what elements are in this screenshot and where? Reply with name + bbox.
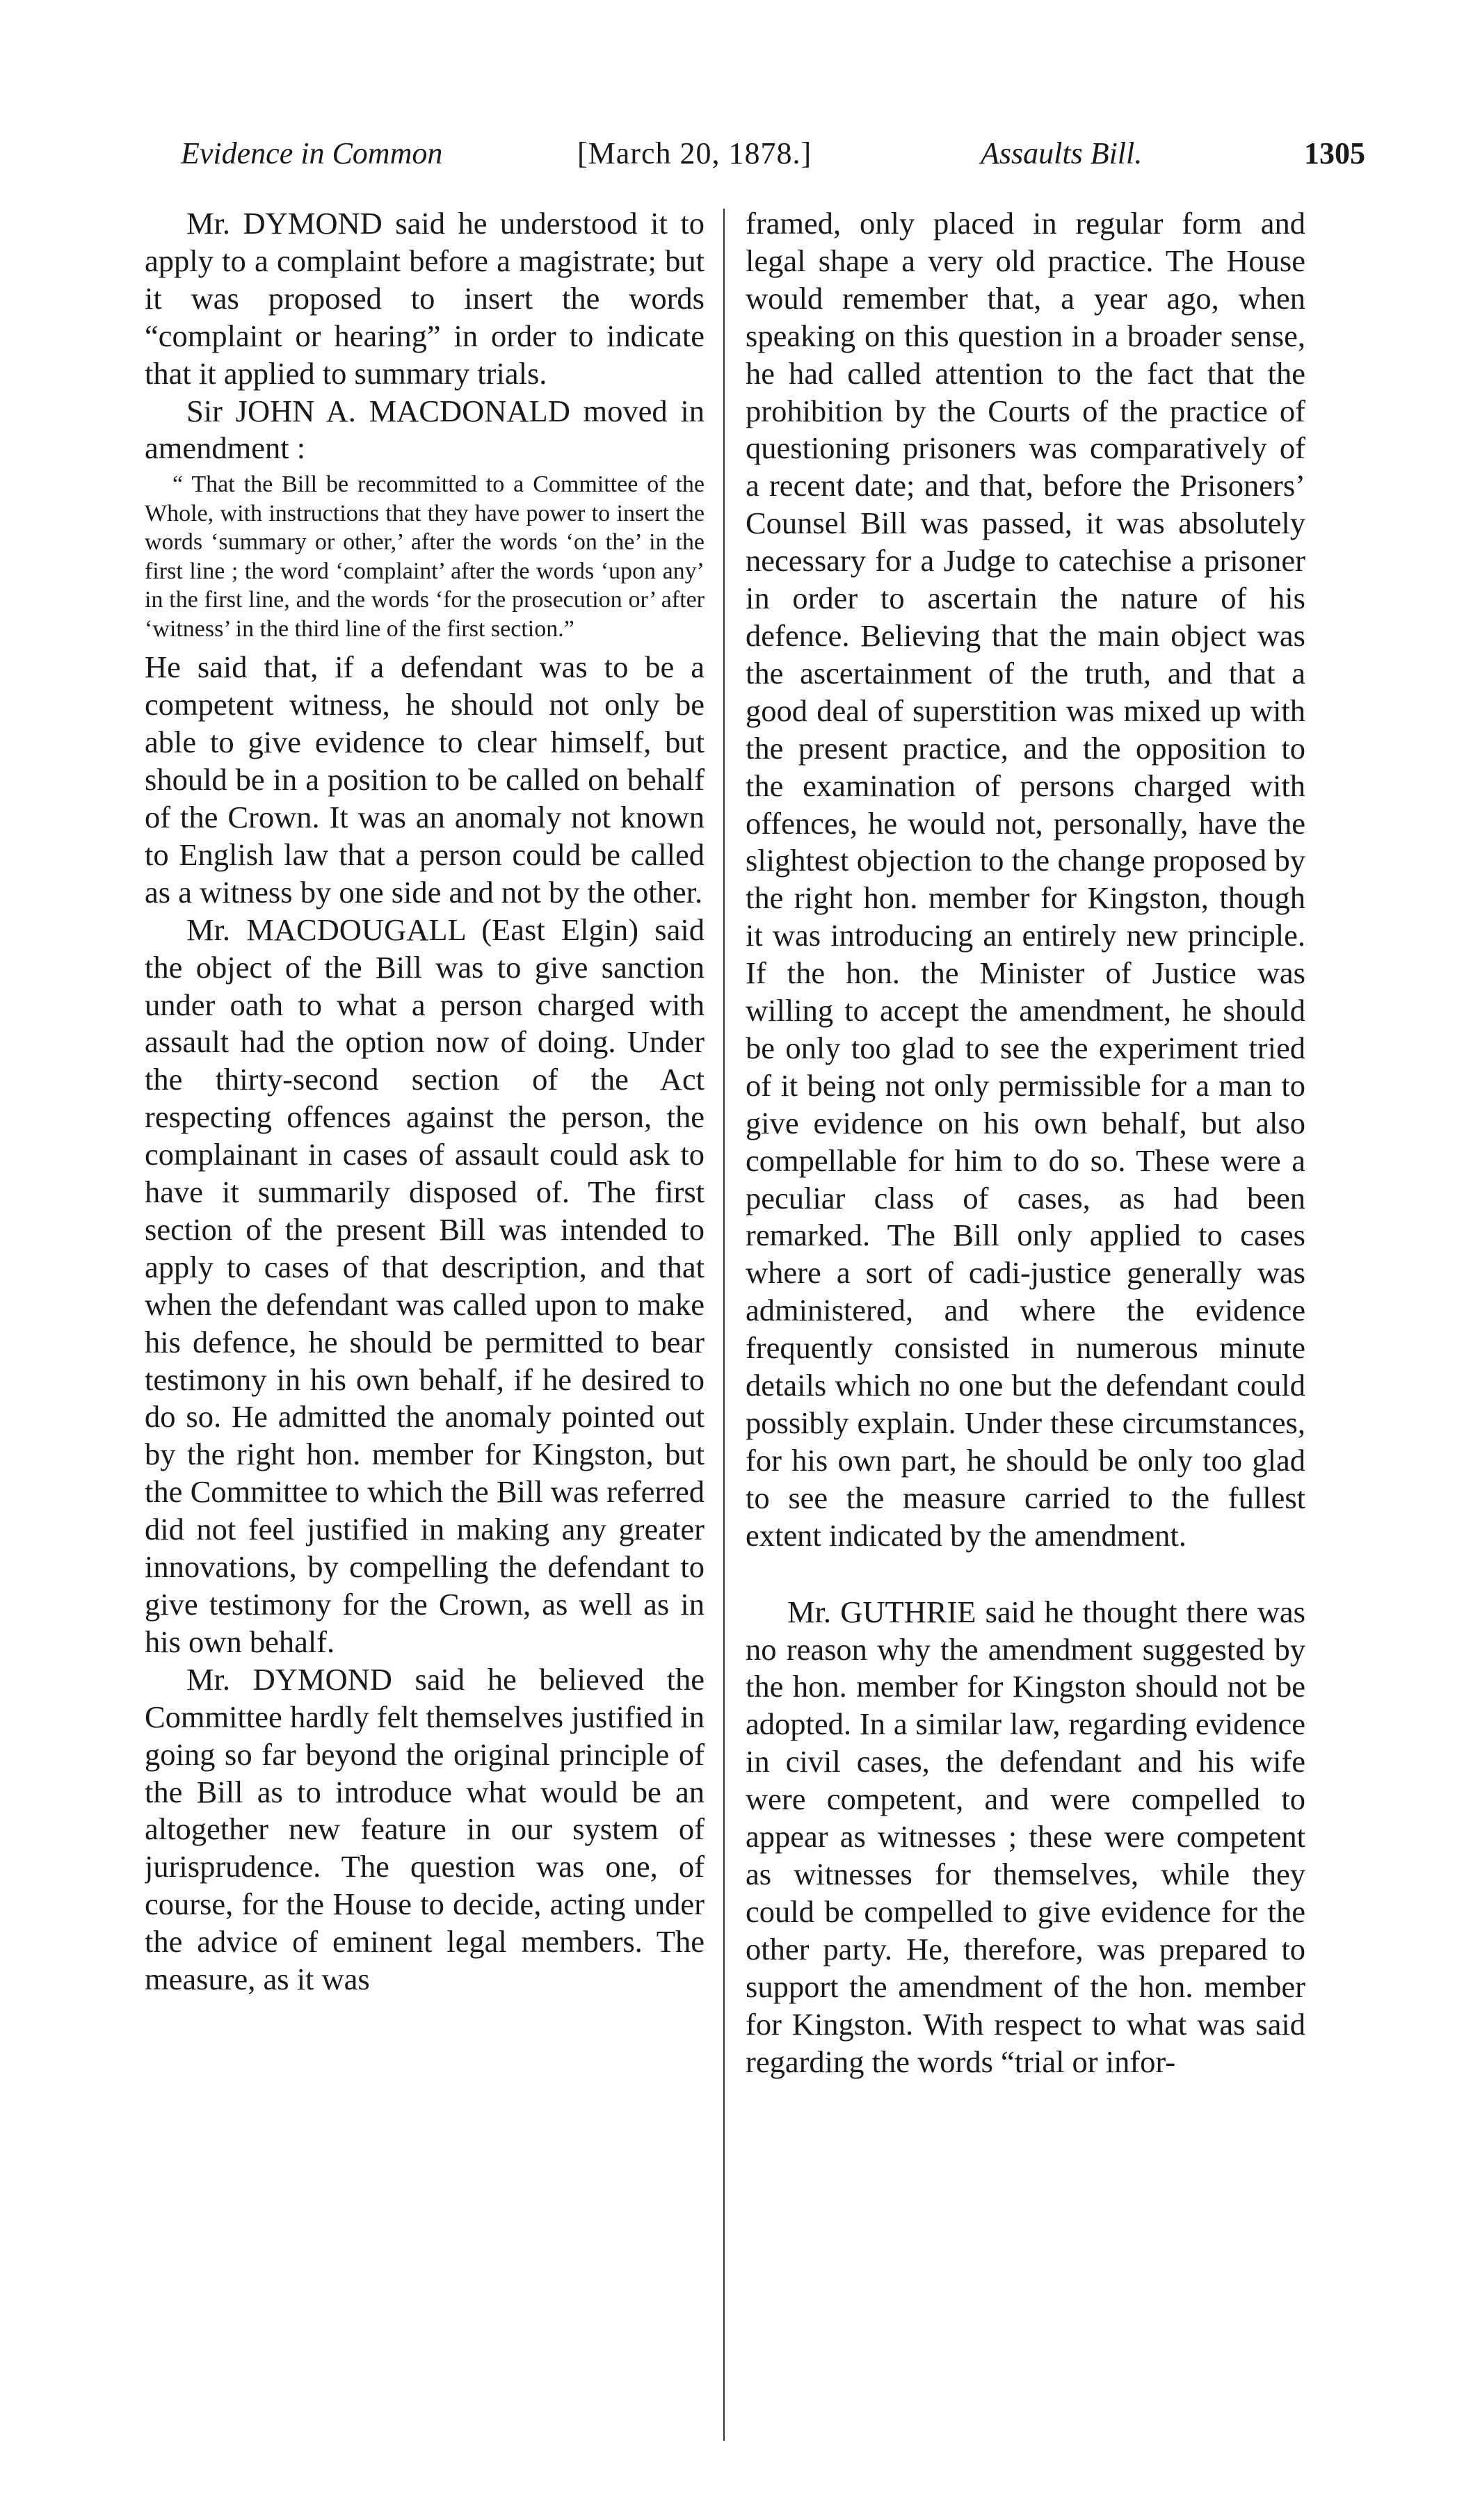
header-date: [March 20, 1878.] (577, 136, 812, 170)
column-divider (723, 209, 725, 2441)
left-column (145, 205, 705, 2455)
header-right-title: Assaults Bill. (981, 136, 1143, 170)
amendment-quote: “ That the Bill be recommitted to a Committee of the Whole, with instructions that they have power to insert the words ‘summary or other,’ after the words ‘on the’ in the first line ; the word ‘complaint’ after the words ‘upon any’ in the first line, and the words ‘for the prosecution or’ after ‘witness’ in the third line of the first section.” (145, 471, 705, 642)
paragraph-dymond-continued: framed, only placed in regular form and legal shape a very old practice. The House would remember that, a year ago, when speaking on this question in a broader sense, he had called attention to the fact that the prohibition by the Courts of the practice of questioning prisoners was comparatively of a recent date; and that, before the Prisoners’ Counsel Bill was passed, it was absolutely necessary for a Judge to catechise a prisoner in order to ascertain the nature of his defence. Believing that the main object was the ascertainment of the truth, and that a good deal of superstition was mixed up with the present practice, and the opposition to the examination of persons charged with offences, he would not, personally, have the slightest objection to the change proposed by the right hon. member for Kingston, though it was introducing an entirely new principle. If the hon. the Minister of Justice was willing to accept the amendment, he should be only too glad to see the experiment tried of it being not only permissible for a man to give evidence on his own behalf, but also compellable for him to do so. These were a peculiar class of cases, as had been remarked. The Bill only applied to cases where a sort of cadi-justice generally was administered, and where the evidence frequently consisted in numerous minute details which no one but the defendant could possibly explain. Under these circumstances, for his own part, he should be only too glad to see the measure carried to the fullest extent indicated by the amendment. (746, 206, 1305, 1553)
paragraph-dymond-1: Mr. DYMOND said he understood it to apply to a complaint before a magistrate; but it was proposed to insert the words “complaint or hearing” in order to indicate that it applied to summary trials. (145, 206, 705, 391)
paragraph-spacer (746, 1555, 1305, 1594)
paragraph-macdougall: Mr. MACDOUGALL (East Elgin) said the object of the Bill was to give sanction under oath to what a person charged with assault had the option now of doing. Under the thirty-second section of the Act respecting offences against the person, the complainant in cases of assault could ask to have it summarily disposed of. The first section of the present Bill was intended to apply to cases of that description, and that when the defendant was called upon to make his defence, he should be permitted to bear testimony in his own behalf, if he desired to do so. He admitted the anomaly pointed out by the right hon. member for Kingston, but the Committee to which the Bill was referred did not feel justified in making any greater innovations, by compelling the defendant to give testimony for the Crown, as well as in his own behalf. (145, 912, 705, 1659)
running-header (167, 136, 1377, 184)
header-left-title: Evidence in Common (181, 136, 443, 170)
paragraph-macdonald-motion: Sir JOHN A. MACDONALD moved in amendment : (145, 393, 705, 466)
paragraph-guthrie: Mr. GUTHRIE said he thought there was no reason why the amendment suggested by the hon. member for Kingston should not be adopted. In a similar law, regarding evidence in civil cases, the defendant and his wife were competent, and were compelled to appear as witnesses ; these were competent as witnesses for themselves, while they could be compelled to give evidence for the other party. He, therefore, was prepared to support the amendment of the hon. member for Kingston. With respect to what was said regarding the words “trial or infor- (746, 1594, 1305, 2079)
paragraph-macdonald-remarks: He said that, if a defendant was to be a competent witness, he should not only be able to give evidence to clear himself, but should be in a position to be called on behalf of the Crown. It was an anomaly not known to English law that a person could be called as a witness by one side and not by the other. (145, 649, 705, 910)
right-column (746, 205, 1305, 2455)
page-number: 1305 (1304, 136, 1365, 170)
paragraph-dymond-2: Mr. DYMOND said he believed the Committee hardly felt themselves justified in going so far beyond the original principle of the Bill as to introduce what would be an altogether new feature in our system of jurisprudence. The question was one, of course, for the House to decide, acting under the advice of eminent legal members. The measure, as it was (145, 1661, 705, 1997)
